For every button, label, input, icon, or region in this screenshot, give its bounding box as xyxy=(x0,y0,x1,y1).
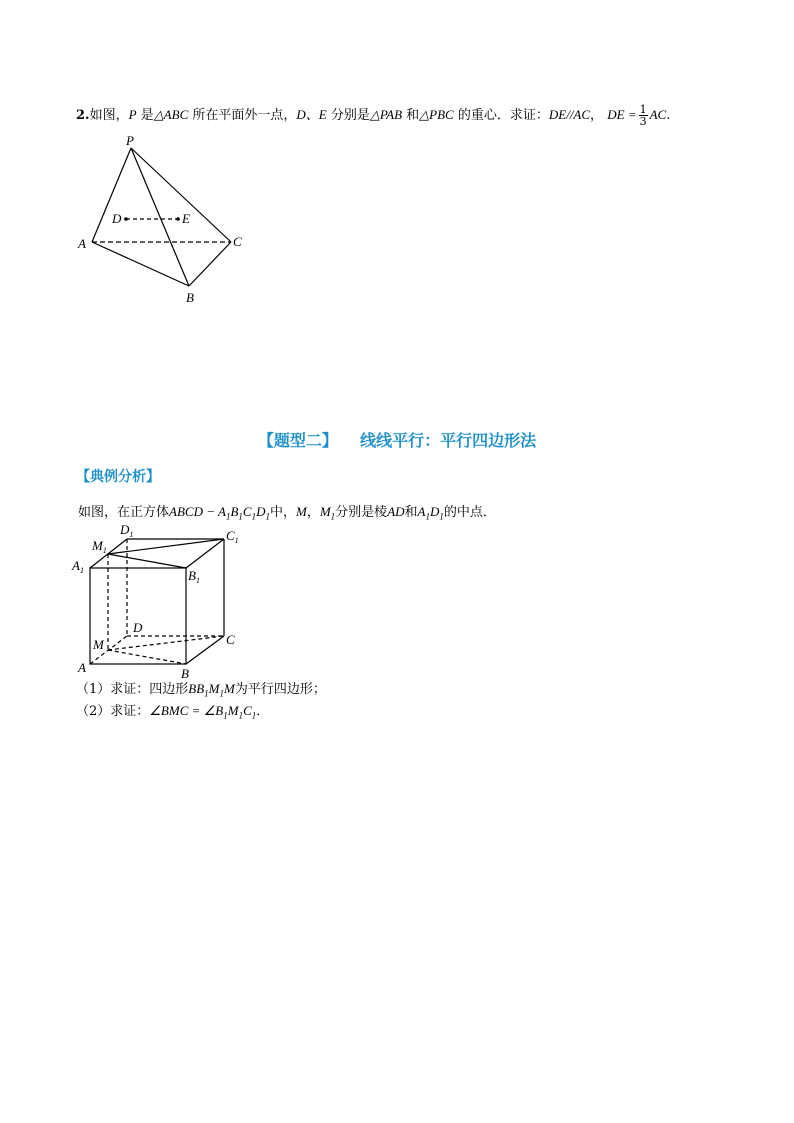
label-c: C xyxy=(233,234,242,249)
text: 是 xyxy=(136,108,154,123)
label-e: E xyxy=(182,211,190,226)
triangle-pab: △PAB xyxy=(369,107,403,122)
quadrilateral-name: $BB_1M_1M$ xyxy=(188,681,235,699)
edge-bc xyxy=(189,242,231,286)
label-a1: $A_1$ xyxy=(72,558,84,575)
label-p: P xyxy=(126,133,134,148)
section-heading: 【题型二】 线线平行：平行四边形法 xyxy=(257,431,537,450)
question-1: （1）求证：四边形$BB_1M_1M$为平行四边形； xyxy=(76,681,326,699)
edge-ab xyxy=(92,242,189,286)
label-b: B xyxy=(186,290,194,305)
example-subheading: 【典例分析】 xyxy=(76,469,160,485)
label-a: A xyxy=(78,660,86,675)
label-a: A xyxy=(78,236,86,251)
label-m1: $M_1$ xyxy=(92,538,107,555)
text: 分别是棱 xyxy=(335,505,388,520)
text: 如图，在正方体 xyxy=(78,505,170,520)
edge-pa xyxy=(92,148,131,242)
point-d-dot xyxy=(124,217,128,221)
text: 的中点． xyxy=(443,505,496,520)
text: 中， xyxy=(269,505,296,520)
fraction-numerator: 1 xyxy=(639,103,647,116)
text: 的重心．求证： xyxy=(453,108,549,123)
point-m1: $M_1$ xyxy=(319,504,336,522)
text: 所在平面外一点， xyxy=(188,108,297,123)
label-b1: $B_1$ xyxy=(188,568,200,585)
edge-a1d1: $A_1D_1$ xyxy=(417,504,444,522)
text: ， xyxy=(590,108,604,123)
cube-front-face xyxy=(90,568,186,664)
label-d: D xyxy=(133,620,143,635)
edge-ad: AD xyxy=(387,504,405,519)
text: 分别是 xyxy=(326,108,370,123)
segment-m1b1 xyxy=(108,554,186,568)
text: . xyxy=(666,108,671,123)
points-de: D、E xyxy=(296,107,327,122)
point-m: M xyxy=(295,504,307,519)
label-d: D xyxy=(112,211,122,226)
text: 和 xyxy=(402,108,420,123)
label-c1: $C_1$ xyxy=(226,528,239,545)
label-b: B xyxy=(181,666,189,681)
equation-lhs: DE = xyxy=(607,107,637,122)
edge-pc xyxy=(131,148,231,242)
question-2: （2）求证：∠BMC = $\angle B_1M_1C_1$． xyxy=(76,703,270,721)
point-p: P xyxy=(128,107,137,122)
text: 如图， xyxy=(89,108,129,123)
label-c: C xyxy=(226,632,235,647)
segment-mb-hidden xyxy=(108,650,186,664)
point-e-dot xyxy=(176,217,180,221)
triangle-pbc: △PBC xyxy=(419,107,454,122)
segment-mc-hidden xyxy=(108,636,224,650)
problem-2-statement xyxy=(76,104,670,127)
cube-figure xyxy=(62,518,262,682)
cube-name: ABCD − $A_1B_1C_1D_1$ xyxy=(169,504,270,522)
tetrahedron-figure xyxy=(70,130,260,310)
fraction-one-third xyxy=(639,104,648,127)
label-m: M xyxy=(93,637,104,652)
angle-equation: ∠BMC = $\angle B_1M_1C_1$ xyxy=(149,703,257,721)
edge-pb xyxy=(131,148,189,286)
text: ， xyxy=(306,505,320,520)
text: 和 xyxy=(404,505,418,520)
problem-number: 2. xyxy=(76,108,90,123)
label-d1: $D_1$ xyxy=(120,522,134,539)
parallel-claim: DE//AC xyxy=(548,107,591,122)
fraction-denominator: 3 xyxy=(639,115,647,128)
equation-rhs: AC xyxy=(649,107,667,122)
triangle-abc: △ABC xyxy=(153,107,189,122)
